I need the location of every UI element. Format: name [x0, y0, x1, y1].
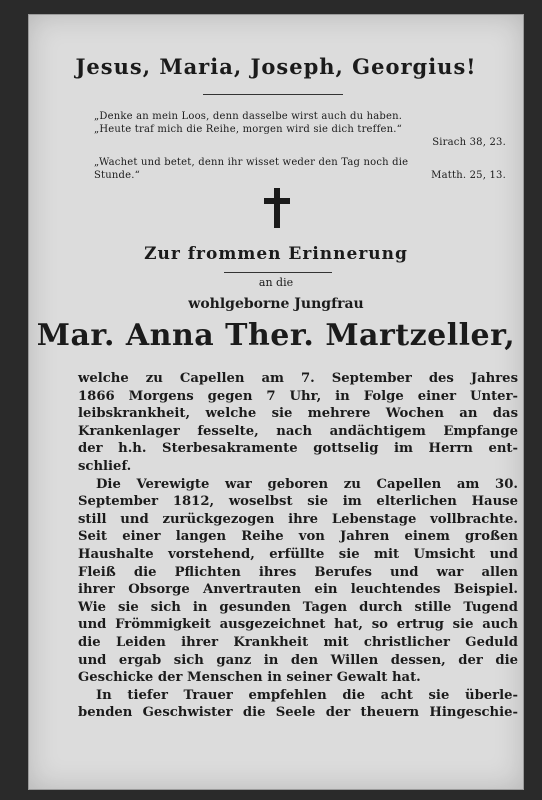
quote-citation: Matth. 25, 13.: [431, 170, 506, 181]
memorial-card: [28, 14, 524, 790]
quote-line: „Denke an mein Loos, denn dasselbe wirst auch du haben.: [94, 111, 403, 122]
body-line: Geschicke der Menschen in seiner Gewalt hat.: [78, 670, 421, 686]
memory-title: Zur frommen Erinnerung: [144, 244, 408, 264]
body-line: Fleiß die Pflichten ihres Berufes und war allen: [78, 564, 518, 580]
quote-line: „Heute traf mich die Reihe, morgen wird sie dich treffen.“: [94, 124, 402, 135]
body-line: still und zurückgezogen ihre Lebenstage vollbrachte.: [78, 511, 518, 527]
body-line: ihrer Obsorge Anvertrauten ein leuchtendes Beispiel.: [78, 582, 518, 598]
body-line: schlief.: [78, 458, 132, 474]
body-line: und ergab sich ganz in den Willen dessen, der die: [78, 652, 518, 668]
quote-line: „Wachet und betet, denn ihr wisset weder den Tag noch die: [94, 157, 409, 168]
body-line: Krankenlager fesselte, nach andächtigem Empfange: [78, 423, 518, 439]
divider-rule: [203, 94, 343, 95]
body-line: der h.h. Sterbesakramente gottselig im Herrn ent-: [78, 441, 518, 457]
body-line: In tiefer Trauer empfehlen die acht sie überle-: [96, 687, 518, 703]
body-line: Wie sie sich in gesunden Tagen durch stille Tugend: [78, 599, 518, 615]
divider-rule: [224, 272, 332, 273]
honorific-text: wohlgeborne Jungfrau: [188, 296, 364, 312]
body-line: und Frömmigkeit ausgezeichnet hat, so ertrug sie auch: [78, 617, 518, 633]
body-line: benden Geschwister die Seele der theuern Hingeschie-: [78, 705, 518, 721]
body-line: September 1812, woselbst sie im elterlichen Hause: [78, 494, 518, 510]
body-line: die Leiden ihrer Krankheit mit christlicher Geduld: [78, 634, 518, 650]
cross-icon: [264, 188, 290, 228]
body-line: leibskrankheit, welche sie mehrere Wochen an das: [78, 406, 518, 422]
heading: Jesus, Maria, Joseph, Georgius!: [75, 54, 477, 79]
body-line: Die Verewigte war geboren zu Capellen am 30.: [96, 476, 518, 492]
deceased-name: Mar. Anna Ther. Martzeller,: [36, 318, 516, 353]
body-line: 1866 Morgens gegen 7 Uhr, in Folge einer Unter-: [78, 388, 518, 404]
body-line: welche zu Capellen am 7. September des Jahres: [78, 371, 518, 386]
quote-matthew: [94, 156, 506, 182]
quote-sirach: [94, 110, 506, 149]
quote-last-row: [94, 169, 506, 182]
body-line: Seit einer langen Reihe von Jahren einem großen: [78, 529, 518, 545]
obituary-body: [78, 370, 518, 722]
body-line: Haushalte vorstehend, erfüllte sie mit Umsicht und: [78, 546, 518, 562]
quote-citation: Sirach 38, 23.: [432, 137, 506, 148]
an-die-text: an die: [258, 276, 294, 289]
quote-line: Stunde.“: [94, 170, 140, 181]
